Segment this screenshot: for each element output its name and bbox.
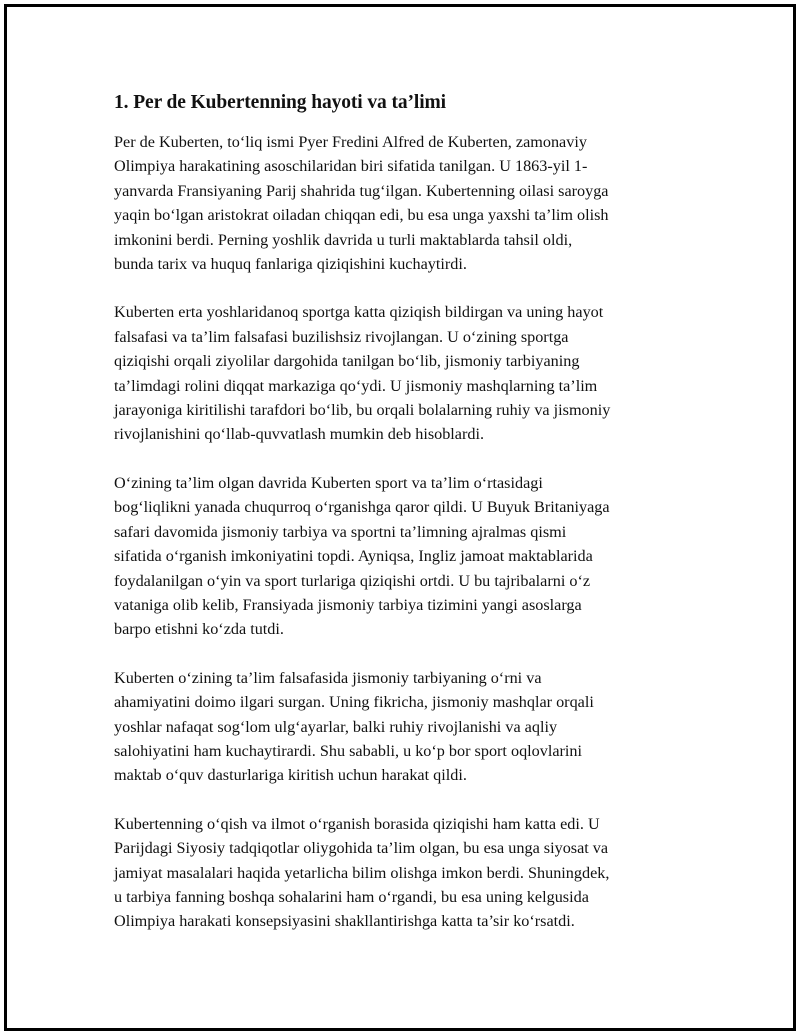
paragraph-line: ta’limdagi rolini diqqat markaziga qo‘ydi. U jismoniy mashqlarning ta’lim <box>114 376 598 395</box>
paragraph-line: vataniga olib kelib, Fransiyada jismoniy tarbiya tizimini yangi asoslarga <box>114 595 582 614</box>
paragraph-line: imkonini berdi. Perning yoshlik davrida u turli maktablarda tahsil oldi, <box>114 230 573 249</box>
paragraph-line: O‘zining ta’lim olgan davrida Kuberten sport va ta’lim o‘rtasidagi <box>114 473 543 492</box>
paragraph-line: qiziqishi orqali ziyolilar dargohida tanilgan bo‘lib, jismoniy tarbiyaning <box>114 352 580 371</box>
paragraph-line: Kuberten o‘zining ta’lim falsafasida jismoniy tarbiyaning o‘rni va <box>114 668 542 687</box>
paragraph-line: barpo etishni ko‘zda tutdi. <box>114 620 284 639</box>
paragraph <box>114 130 688 276</box>
paragraph-line: sifatida o‘rganish imkoniyatini topdi. Ayniqsa, Ingliz jamoat maktablarida <box>114 547 593 566</box>
paragraph-line: u tarbiya fanning boshqa sohalarini ham o‘rgandi, bu esa uning kelgusida <box>114 887 589 906</box>
paragraph-line: maktab o‘quv dasturlariga kiritish uchun harakat qildi. <box>114 766 467 785</box>
paragraph <box>114 300 688 446</box>
paragraphs-container <box>114 130 688 934</box>
paragraph-line: Olimpiya harakatining asoschilaridan biri sifatida tanilgan. U 1863-yil 1- <box>114 157 588 176</box>
paragraph-line: Olimpiya harakati konsepsiyasini shakllantirishga katta ta’sir ko‘rsatdi. <box>114 912 575 931</box>
paragraph-line: yoshlar nafaqat sog‘lom ulg‘ayarlar, balki ruhiy rivojlanishi va aqliy <box>114 717 558 736</box>
paragraph-line: bunda tarix va huquq fanlariga qiziqishini kuchaytirdi. <box>114 255 467 274</box>
paragraph <box>114 666 688 788</box>
paragraph-line: jarayoniga kiritilishi tarafdori bo‘lib, bu orqali bolalarning ruhiy va jismoniy <box>114 401 611 420</box>
paragraph-line: yaqin bo‘lgan aristokrat oiladan chiqqan edi, bu esa unga yaxshi ta’lim olish <box>114 206 609 225</box>
paragraph-line: yanvarda Fransiyaning Parij shahrida tug‘ilgan. Kubertenning oilasi saroyga <box>114 181 609 200</box>
paragraph-line: Per de Kuberten, to‘liq ismi Pyer Fredini Alfred de Kuberten, zamonaviy <box>114 133 587 151</box>
paragraph-line: ahamiyatini doimo ilgari surgan. Uning fikricha, jismoniy mashqlar orqali <box>114 693 594 712</box>
paragraph-line: falsafasi va ta’lim falsafasi buzilishsiz rivojlangan. U o‘zining sportga <box>114 327 569 346</box>
paragraph-line: Kubertenning o‘qish va ilmot o‘rganish borasida qiziqishi ham katta edi. U <box>114 814 600 833</box>
paragraph <box>114 471 688 642</box>
paragraph-line: salohiyatini ham kuchaytirardi. Shu sababli, u ko‘p bor sport oqlovlarini <box>114 741 583 760</box>
paragraph <box>114 812 688 934</box>
paragraph-line: Parijdagi Siyosiy tadqiqotlar oliygohida ta’lim olgan, bu esa unga siyosat va <box>114 839 609 858</box>
paragraph-line: foydalanilgan o‘yin va sport turlariga qiziqishi ortdi. U bu tajribalarni o‘z <box>114 571 591 590</box>
section-heading: 1. Per de Kubertenning hayoti va ta’limi <box>114 92 447 113</box>
paragraph-line: rivojlanishini qo‘llab-quvvatlash mumkin deb hisoblardi. <box>114 425 485 444</box>
document-body <box>114 88 688 958</box>
paragraph-line: jamiyat masalalari haqida yetarlicha bilim olishga imkon berdi. Shuningdek, <box>114 863 610 882</box>
paragraph-line: bog‘liqlikni yanada chuqurroq o‘rganishga qaror qildi. U Buyuk Britaniyaga <box>114 498 610 517</box>
paragraph-line: Kuberten erta yoshlaridanoq sportga katta qiziqish bildirgan va uning hayot <box>114 303 604 322</box>
paragraph-line: safari davomida jismoniy tarbiya va sportni ta’limning ajralmas qismi <box>114 522 567 541</box>
